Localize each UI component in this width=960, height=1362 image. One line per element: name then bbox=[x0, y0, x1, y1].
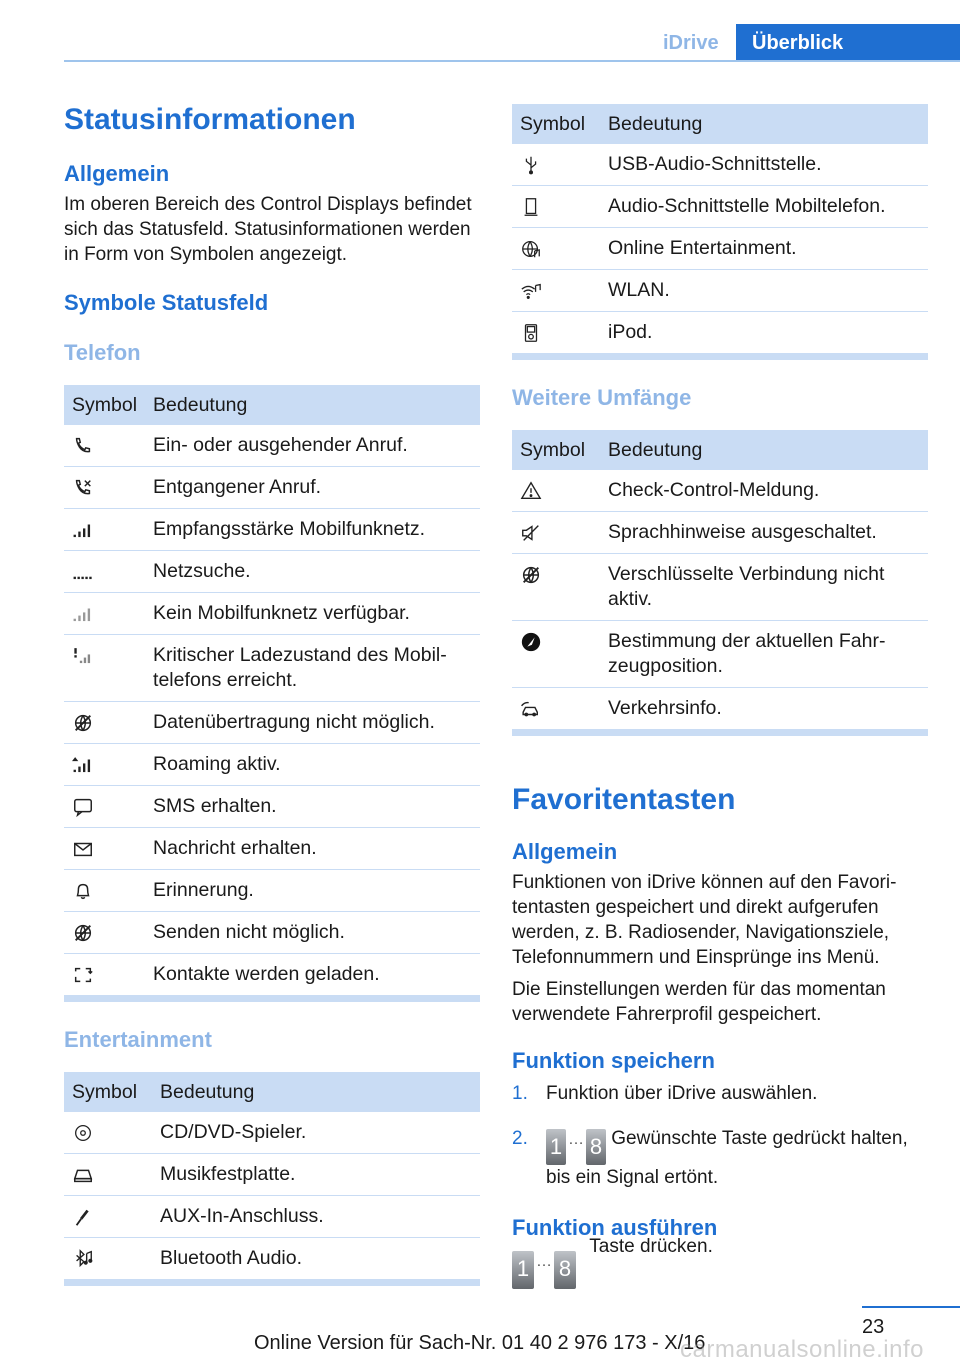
reminder-bell-icon bbox=[72, 880, 94, 902]
table-row bbox=[64, 1112, 480, 1154]
table-row bbox=[64, 828, 480, 870]
save-steps bbox=[512, 1081, 928, 1190]
col-meaning: Bedeutung bbox=[600, 104, 928, 144]
row-text: Verschlüsselte Verbindung nicht aktiv. bbox=[600, 554, 928, 621]
col-symbol: Symbol bbox=[512, 104, 600, 144]
table-row bbox=[64, 1238, 480, 1280]
list-item bbox=[512, 1126, 928, 1190]
row-text: SMS erhalten. bbox=[145, 786, 480, 828]
row-text: Bestimmung der aktuellen Fahrzeugposition. bbox=[600, 621, 928, 688]
exec-text: Taste drücken. bbox=[589, 1236, 713, 1257]
table-end-bar bbox=[64, 1280, 480, 1286]
table-header-row bbox=[512, 430, 928, 470]
header-divider bbox=[64, 60, 960, 62]
row-text: Kein Mobilfunknetz verfügbar. bbox=[145, 593, 480, 635]
save-heading: Funktion speichern bbox=[512, 1048, 715, 1073]
table-header-row bbox=[512, 104, 928, 144]
row-text: Ein- oder ausgehender Anruf. bbox=[145, 425, 480, 467]
unencrypted-icon bbox=[520, 564, 542, 586]
phone-heading: Telefon bbox=[64, 340, 141, 365]
exec-line bbox=[512, 1236, 928, 1289]
general-heading: Allgemein bbox=[64, 161, 170, 186]
entertainment-heading: Entertainment bbox=[64, 1027, 212, 1052]
table-row bbox=[64, 467, 480, 509]
row-text: Sprachhinweise ausgeschaltet. bbox=[600, 512, 928, 554]
favorite-key-1-icon: 1 bbox=[546, 1129, 566, 1165]
header-section-label: iDrive bbox=[663, 32, 719, 54]
row-text: USB-Audio-Schnittstelle. bbox=[600, 144, 928, 186]
table-header-row bbox=[64, 385, 480, 425]
row-text: Verkehrsinfo. bbox=[600, 688, 928, 730]
row-text: WLAN. bbox=[600, 270, 928, 312]
table-row bbox=[512, 554, 928, 621]
table-row bbox=[64, 744, 480, 786]
missed-call-icon bbox=[72, 477, 94, 499]
step-text: Gewünschte Taste gedrückt halten, bis ein Signal ertönt. bbox=[546, 1128, 908, 1188]
aux-in-icon bbox=[72, 1206, 94, 1228]
header-tab-ueberblick: Überblick bbox=[736, 24, 960, 62]
row-text: Kontakte werden geladen. bbox=[145, 954, 480, 996]
list-item bbox=[512, 1081, 928, 1106]
footer-divider bbox=[862, 1306, 960, 1308]
table-row bbox=[64, 593, 480, 635]
table-end-bar bbox=[512, 354, 928, 360]
row-text: Bluetooth Audio. bbox=[152, 1238, 480, 1280]
table-row bbox=[512, 512, 928, 554]
table-end-bar bbox=[512, 730, 928, 736]
table-row bbox=[512, 470, 928, 512]
exec-heading: Funktion ausführen bbox=[512, 1215, 718, 1240]
row-text: Nachricht erhalten. bbox=[145, 828, 480, 870]
table-header-row bbox=[64, 1072, 480, 1112]
more-table bbox=[512, 430, 928, 730]
cd-dvd-icon bbox=[72, 1122, 94, 1144]
watermark: carmanualsonline.info bbox=[680, 1336, 924, 1362]
col-meaning: Bedeutung bbox=[145, 385, 480, 425]
table-row bbox=[64, 509, 480, 551]
row-text: Erinnerung. bbox=[145, 870, 480, 912]
table-row bbox=[64, 635, 480, 702]
table-row bbox=[64, 551, 480, 593]
media-table bbox=[512, 104, 928, 354]
table-row bbox=[512, 688, 928, 730]
phone-call-icon bbox=[72, 435, 94, 457]
table-row bbox=[64, 912, 480, 954]
footer-text: Online Version für Sach-Nr. 01 40 2 976 173 - X/16 bbox=[254, 1332, 706, 1354]
roaming-icon bbox=[72, 754, 94, 776]
step-text: Funktion über iDrive auswählen. bbox=[546, 1083, 818, 1104]
table-row bbox=[512, 144, 928, 186]
right-column bbox=[512, 104, 928, 1289]
col-meaning: Bedeutung bbox=[600, 430, 928, 470]
page-title: Statusinformationen bbox=[64, 103, 356, 136]
signal-strength-icon bbox=[72, 519, 94, 541]
row-text: Musikfestplatte. bbox=[152, 1154, 480, 1196]
music-harddisk-icon bbox=[72, 1164, 94, 1186]
table-row bbox=[64, 786, 480, 828]
col-meaning: Bedeutung bbox=[152, 1072, 480, 1112]
send-impossible-icon bbox=[72, 922, 94, 944]
page-number: 23 bbox=[862, 1316, 885, 1338]
contacts-loading-icon bbox=[72, 964, 94, 986]
mobile-audio-icon bbox=[520, 196, 542, 218]
row-text: iPod. bbox=[600, 312, 928, 354]
network-search-icon bbox=[72, 561, 94, 583]
more-heading: Weitere Umfänge bbox=[512, 385, 692, 410]
no-data-transfer-icon bbox=[72, 712, 94, 734]
general-text: Im oberen Bereich des Control Displays befindet sich das Statusfeld. Statusinformationen werden in Form von Symbolen angezeigt. bbox=[64, 194, 472, 265]
row-text: Entgangener Anruf. bbox=[145, 467, 480, 509]
row-text: Senden nicht möglich. bbox=[145, 912, 480, 954]
table-row bbox=[512, 312, 928, 354]
ipod-icon bbox=[520, 322, 542, 344]
favorite-key-8-icon: 8 bbox=[554, 1251, 576, 1289]
key-range-dots: … bbox=[568, 1131, 584, 1148]
sms-icon bbox=[72, 796, 94, 818]
table-row bbox=[512, 621, 928, 688]
battery-critical-icon bbox=[72, 645, 94, 667]
favorites-general-heading: Allgemein bbox=[512, 839, 618, 864]
table-row bbox=[64, 1196, 480, 1238]
row-text: CD/DVD-Spieler. bbox=[152, 1112, 480, 1154]
table-row bbox=[512, 186, 928, 228]
favorites-title: Favoritentasten bbox=[512, 783, 736, 816]
row-text: Empfangsstärke Mobilfunknetz. bbox=[145, 509, 480, 551]
phone-table bbox=[64, 385, 480, 996]
table-row bbox=[64, 702, 480, 744]
message-icon bbox=[72, 838, 94, 860]
row-text: Netzsuche. bbox=[145, 551, 480, 593]
location-icon bbox=[520, 631, 542, 653]
col-symbol: Symbol bbox=[512, 430, 600, 470]
favorite-key-1-icon: 1 bbox=[512, 1251, 534, 1289]
step-number: 1. bbox=[512, 1083, 528, 1104]
row-text: Kritischer Ladezustand des Mobiltelefons erreicht. bbox=[145, 635, 480, 702]
row-text: Datenübertragung nicht möglich. bbox=[145, 702, 480, 744]
warning-triangle-icon bbox=[520, 480, 542, 502]
table-row bbox=[512, 228, 928, 270]
table-row bbox=[64, 870, 480, 912]
left-column bbox=[64, 100, 480, 1286]
step-number: 2. bbox=[512, 1128, 528, 1149]
table-row bbox=[64, 1154, 480, 1196]
col-symbol: Symbol bbox=[64, 1072, 152, 1112]
favorite-key-8-icon: 8 bbox=[586, 1129, 606, 1165]
row-text: Check-Control-Meldung. bbox=[600, 470, 928, 512]
status-heading: Symbole Statusfeld bbox=[64, 290, 269, 315]
no-network-icon bbox=[72, 603, 94, 625]
bluetooth-audio-icon bbox=[72, 1248, 94, 1270]
entertainment-table bbox=[64, 1072, 480, 1280]
col-symbol: Symbol bbox=[64, 385, 145, 425]
row-text: Roaming aktiv. bbox=[145, 744, 480, 786]
wlan-icon bbox=[520, 280, 542, 302]
online-entertainment-icon bbox=[520, 238, 542, 260]
favorites-text-1: Funktionen von iDrive können auf den Favoritentasten gespeichert und direkt aufgerufen werden, z. B. Radiosender, Navigationsziele, Telefonnummern und Einsprünge ins Menü. bbox=[512, 872, 897, 968]
usb-icon bbox=[520, 154, 542, 176]
table-row bbox=[64, 425, 480, 467]
favorites-text-2: Die Einstellungen werden für das momentan verwendete Fahrerprofil gespeichert. bbox=[512, 979, 886, 1025]
row-text: Audio-Schnittstelle Mobiltelefon. bbox=[600, 186, 928, 228]
key-range-dots: … bbox=[536, 1253, 552, 1270]
table-row bbox=[64, 954, 480, 996]
table-end-bar bbox=[64, 996, 480, 1002]
traffic-info-icon bbox=[520, 698, 542, 720]
row-text: AUX-In-Anschluss. bbox=[152, 1196, 480, 1238]
row-text: Online Entertainment. bbox=[600, 228, 928, 270]
table-row bbox=[512, 270, 928, 312]
voice-off-icon bbox=[520, 522, 542, 544]
